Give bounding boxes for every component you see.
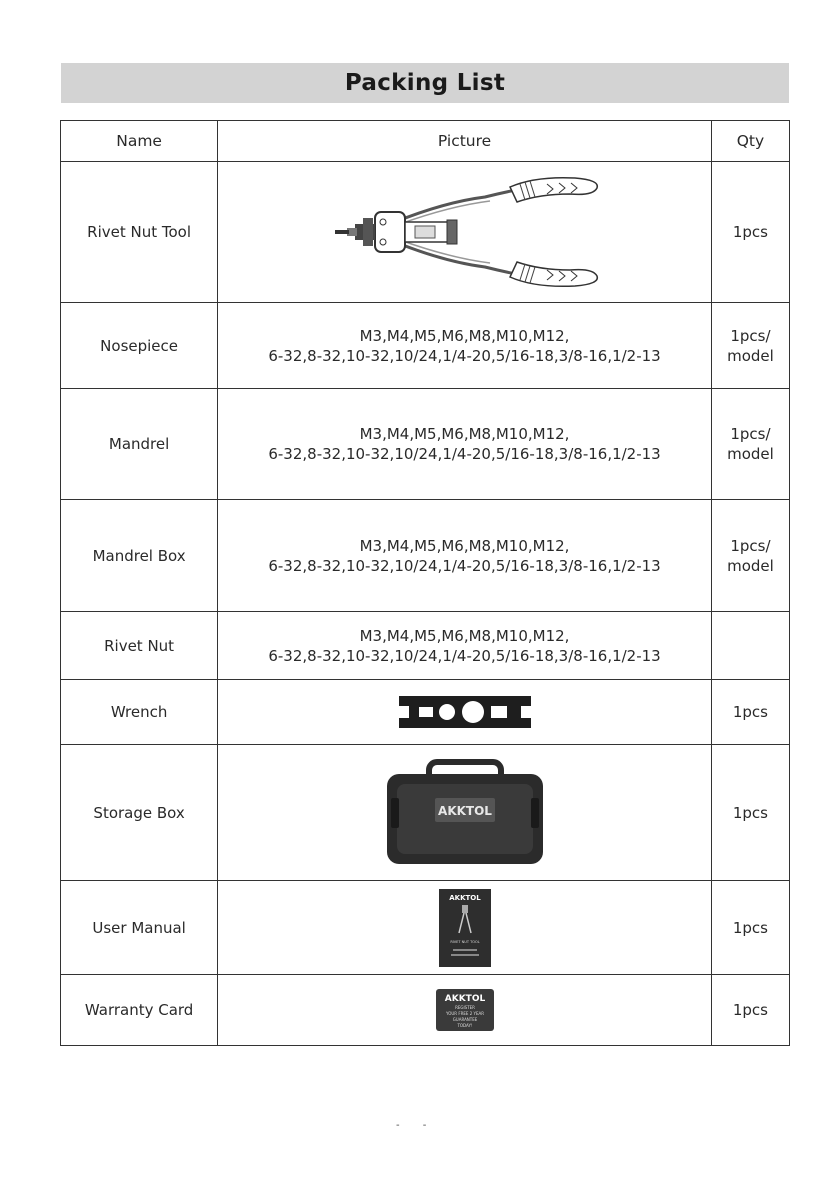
item-name: Mandrel [61,389,218,500]
column-header-picture: Picture [218,121,712,162]
models-line-2: 6-32,8-32,10-32,10/24,1/4-20,5/16-18,3/8-16,1/2-13 [268,346,661,365]
table-header-row [61,121,790,162]
item-picture [218,162,712,303]
wrench-image [395,692,535,732]
item-picture [218,680,712,745]
card-line-2: YOUR FREE 2 YEAR [445,1011,484,1016]
case-logo-text: AKKTOL [437,803,492,818]
item-name: User Manual [61,881,218,975]
table-row [61,303,790,389]
table-row [61,680,790,745]
card-line-4: TODAY! [456,1023,473,1028]
models-line-1: M3,M4,M5,M6,M8,M10,M12, [359,536,570,555]
table-row [61,500,790,612]
table-row [61,745,790,881]
item-name: Rivet Nut Tool [61,162,218,303]
item-qty [711,612,789,680]
title-bar [61,63,789,103]
item-name: Storage Box [61,745,218,881]
item-models [218,612,712,680]
item-name: Warranty Card [61,975,218,1046]
item-qty: 1pcs [711,745,789,881]
models-line-2: 6-32,8-32,10-32,10/24,1/4-20,5/16-18,3/8-16,1/2-13 [268,445,661,463]
packing-list-table [60,120,790,1046]
item-name: Mandrel Box [61,500,218,612]
models-line-2: 6-32,8-32,10-32,10/24,1/4-20,5/16-18,3/8-16,1/2-13 [268,556,661,575]
card-logo-text: AKKTOL [444,994,485,1004]
item-qty: 1pcs [711,680,789,745]
item-qty: 1pcs [711,162,789,303]
item-picture [218,975,712,1046]
warranty-card-image [436,989,494,1031]
table-row [61,389,790,500]
column-header-qty: Qty [711,121,789,162]
item-name: Wrench [61,680,218,745]
models-line-1: M3,M4,M5,M6,M8,M10,M12, [359,326,570,345]
page-number: - - [396,1120,437,1131]
item-name: Nosepiece [61,303,218,389]
models-line-1: M3,M4,M5,M6,M8,M10,M12, [359,425,570,443]
table-row [61,881,790,975]
rivet-nut-tool-image [325,172,605,292]
page-title: Packing List [344,70,506,96]
card-line-1: REGISTER [454,1005,475,1010]
item-models [218,303,712,389]
item-qty: 1pcs/ model [711,303,789,389]
item-picture [218,881,712,975]
item-qty: 1pcs [711,881,789,975]
column-header-name: Name [61,121,218,162]
item-qty: 1pcs/ model [711,389,789,500]
item-picture [218,745,712,881]
manual-logo-text: AKKTOL [448,893,481,902]
table-row [61,162,790,303]
item-qty: 1pcs/ model [711,500,789,612]
manual-subtitle: RIVET NUT TOOL [449,939,480,944]
item-models [218,500,712,612]
item-name: Rivet Nut [61,612,218,680]
models-line-2: 6-32,8-32,10-32,10/24,1/4-20,5/16-18,3/8-16,1/2-13 [268,646,661,665]
card-line-3: GUARANTEE [452,1017,477,1022]
user-manual-image [439,889,491,967]
table-row [61,975,790,1046]
models-line-1: M3,M4,M5,M6,M8,M10,M12, [359,626,570,645]
storage-box-image [383,758,547,868]
table-row [61,612,790,680]
item-models [218,389,712,500]
item-qty: 1pcs [711,975,789,1046]
